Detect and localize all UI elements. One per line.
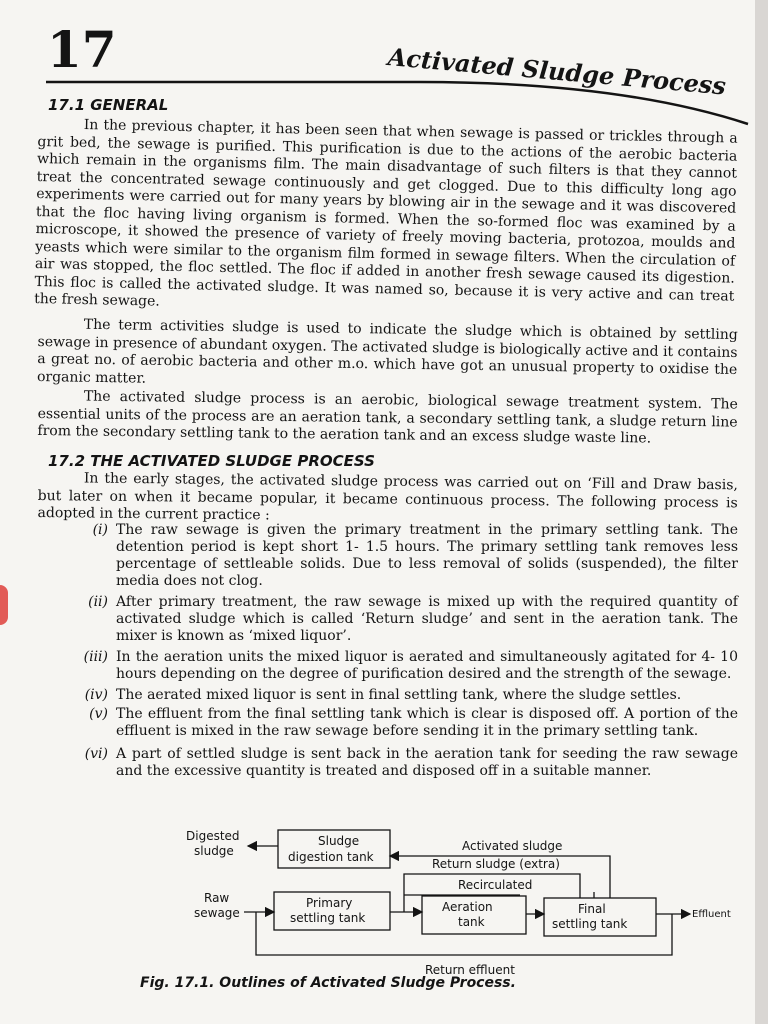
list-item: (i) The raw sewage is given the primary treatment in the primary settling tank. The detention period is kept short 1- 1.5 hours. The primary settling tank removes less percentage of settleable solids. Due to less removal of solids (suspended), the filter media does not clog. [92, 522, 738, 589]
label-digested: Digested [186, 829, 240, 843]
label-recirculated: Recirculated [458, 878, 533, 892]
label-settling-tank: settling tank [290, 911, 366, 925]
label-effluent: Effluent [692, 909, 731, 920]
chapter-number: 17 [47, 20, 117, 79]
label-final-settling-tank: settling tank [552, 917, 628, 931]
paragraph-1: In the previous chapter, it has been seen that when sewage is passed or trickles through a grit bed, the sewage is purified. This purification is due to the actions of the aerobic bacteria which remain in the organisms film. The main disadvantage of such filters is that they cannot treat the concentrated sewage continuously and get clogged. Due to this difficulty long ago experiments were carried out for many years by blowing air in the sewage and it was discovered that the floc having living organism is formed. When the so-formed floc was examined by a microscope, it showed the presence of variety of freely moving bacteria, protozoa, moulds and yeasts which were similar to the organism film formed in sewage filters. When the circulation of air was stopped, the floc settled. The floc if added in another fresh sewage caused its digestion. This floc is called the activated sludge. It was named so, because it is very active and can treat the fresh sewage. [33, 116, 738, 310]
label-tank: tank [458, 915, 485, 929]
label-sewage: sewage [194, 906, 240, 920]
label-return-effluent: Return effluent [425, 963, 515, 977]
label-primary: Primary [306, 896, 353, 910]
figure-caption: Fig. 17.1. Outlines of Activated Sludge Process. [140, 975, 516, 991]
paragraph-intro: In the early stages, the activated sludge process was carried out on ‘Fill and Draw basis, but later on when it became popular, it became continuous process. The following process is adopted in the current practice : [37, 470, 738, 524]
list-item: (vi) A part of settled sludge is sent back in the aeration tank for seeding the raw sewage and the excessive quantity is treated and disposed off in a suitable manner. [84, 746, 738, 779]
paragraph-2: The term activities sludge is used to indicate the sludge which is obtained by settling sewage in presence of abundant oxygen. The activated sludge is biologically active and it contains a great no. of aerobic bacteria and other m.o. which have got an unusual property to oxidise the organic matter. [36, 316, 738, 387]
list-item: (v) The effluent from the final settling tank which is clear is disposed off. A portion of the effluent is mixed in the raw sewage before sending it in the primary settling tank. [89, 706, 738, 739]
label-sludge-out: sludge [194, 844, 234, 858]
label-return-sludge: Return sludge (extra) [432, 857, 560, 871]
label-digestion-tank: digestion tank [288, 850, 374, 864]
label-aeration: Aeration [442, 900, 493, 914]
label-sludge: Sludge [318, 834, 360, 848]
list-item: (iii) In the aeration units the mixed liquor is aerated and simultaneously agitated for 4- 10 hours depending on the degree of purification desired and the strength of the sewage. [83, 649, 738, 682]
list-item: (ii) After primary treatment, the raw sewage is mixed up with the required quantity of activated sludge which is called ‘Return sludge’ and sent in the aeration tank. The mixer is known as ‘mixed liquor’. [88, 594, 738, 644]
paragraph-3: The activated sludge process is an aerobic, biological sewage treatment system. The essential units of the process are an aeration tank, a secondary settling tank, a sludge return line from the secondary settling tank to the aeration tank and an excess sludge waste line. [37, 388, 738, 447]
label-activated-sludge: Activated sludge [462, 839, 563, 853]
chapter-title: Activated Sludge Process [386, 42, 728, 101]
label-raw: Raw [204, 891, 230, 905]
list-item: (iv) The aerated mixed liquor is sent in final settling tank, where the sludge settles. [84, 687, 682, 703]
label-final: Final [578, 902, 606, 916]
section-heading-general: 17.1 GENERAL [48, 96, 169, 114]
page-edge [755, 0, 768, 1024]
section-heading-process: 17.2 THE ACTIVATED SLUDGE PROCESS [48, 452, 375, 470]
